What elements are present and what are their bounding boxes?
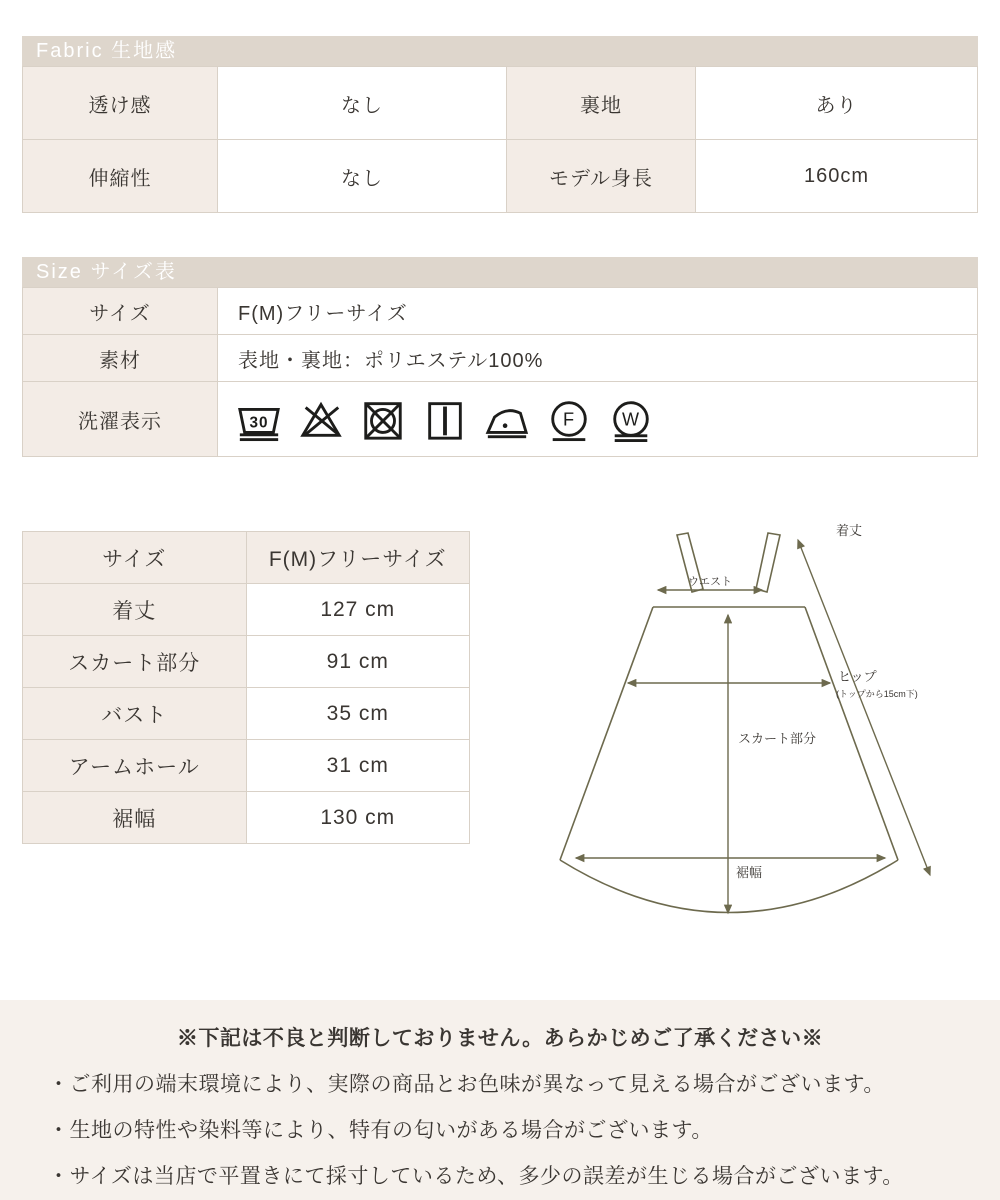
table-row bbox=[23, 288, 978, 335]
garment-diagram bbox=[540, 515, 980, 955]
size-value-wash bbox=[218, 382, 978, 457]
size-label-material: 素材 bbox=[23, 335, 218, 382]
table-row bbox=[23, 140, 978, 213]
size-section-heading: Size サイズ表 bbox=[22, 257, 978, 287]
measurement-label-skirt: スカート部分 bbox=[23, 636, 247, 688]
note-line-1: ・ご利用の端末環境により、実際の商品とお色味が異なって見える場合がございます。 bbox=[48, 1073, 885, 1096]
measurement-label-length: 着丈 bbox=[23, 584, 247, 636]
wash-icon-row bbox=[236, 396, 976, 442]
fabric-value-stretch: なし bbox=[218, 140, 507, 213]
measurement-label-bust: バスト bbox=[23, 688, 247, 740]
wash-tub-30-icon bbox=[236, 396, 282, 442]
fabric-section bbox=[22, 36, 978, 213]
no-bleach-icon bbox=[298, 396, 344, 442]
note-line-3: ・サイズは当店で平置きにて採寸しているため、多少の誤差が生じる場合がございます。 bbox=[48, 1165, 904, 1188]
waist-label: ウエスト bbox=[688, 576, 732, 588]
no-tumble-dry-icon bbox=[360, 396, 406, 442]
measurement-value-armhole: 31 cm bbox=[246, 740, 470, 792]
size-label-size: サイズ bbox=[23, 288, 218, 335]
measurement-header-label: サイズ bbox=[23, 532, 247, 584]
fabric-label-stretch: 伸縮性 bbox=[23, 140, 218, 213]
hip-note-label: (トップから15cm下) bbox=[836, 689, 918, 699]
notes-section bbox=[0, 1000, 1000, 1200]
wet-clean-w-icon bbox=[608, 396, 654, 442]
fabric-value-model-height: 160cm bbox=[696, 140, 978, 213]
notes-title: ※下記は不良と判断しておりません。あらかじめご了承ください※ bbox=[176, 1027, 824, 1050]
table-row bbox=[23, 688, 470, 740]
table-row bbox=[23, 382, 978, 457]
size-section bbox=[22, 257, 978, 457]
fabric-label-sheerness: 透け感 bbox=[23, 67, 218, 140]
measurement-value-length: 127 cm bbox=[246, 584, 470, 636]
measurement-header-value: F(M)フリーサイズ bbox=[246, 532, 470, 584]
length-dimension bbox=[798, 540, 930, 875]
fabric-section-heading: Fabric 生地感 bbox=[22, 36, 978, 66]
garment-diagram-svg bbox=[540, 515, 980, 955]
fabric-table bbox=[22, 66, 978, 213]
skirt-label: スカート部分 bbox=[738, 731, 817, 746]
measurement-label-armhole: アームホール bbox=[23, 740, 247, 792]
length-label: 着丈 bbox=[836, 523, 863, 538]
size-table bbox=[22, 287, 978, 457]
fabric-value-lining: あり bbox=[696, 67, 978, 140]
table-row bbox=[23, 67, 978, 140]
table-row bbox=[23, 740, 470, 792]
size-value-size: F(M)フリーサイズ bbox=[218, 288, 978, 335]
note-line-2: ・生地の特性や染料等により、特有の匂いがある場合がございます。 bbox=[48, 1119, 713, 1142]
fabric-value-sheerness: なし bbox=[218, 67, 507, 140]
fabric-label-lining: 裏地 bbox=[507, 67, 696, 140]
table-row bbox=[23, 636, 470, 688]
wet-clean-letter: W bbox=[621, 409, 641, 430]
fabric-label-model-height: モデル身長 bbox=[507, 140, 696, 213]
measurement-table bbox=[22, 531, 470, 844]
measurement-label-hem: 裾幅 bbox=[23, 792, 247, 844]
size-label-wash: 洗濯表示 bbox=[23, 382, 218, 457]
measurement-value-bust: 35 cm bbox=[246, 688, 470, 740]
hip-label: ヒップ bbox=[838, 669, 877, 684]
table-row bbox=[23, 792, 470, 844]
dry-clean-f-icon bbox=[546, 396, 592, 442]
table-row bbox=[23, 584, 470, 636]
line-dry-icon bbox=[422, 396, 468, 442]
dry-clean-letter: F bbox=[562, 409, 576, 430]
table-row bbox=[23, 532, 470, 584]
table-row bbox=[23, 335, 978, 382]
iron-low-icon bbox=[484, 396, 530, 442]
hem-label: 裾幅 bbox=[736, 865, 763, 880]
wash-temp-text: 30 bbox=[249, 414, 269, 432]
size-value-material: 表地・裏地：ポリエステル100% bbox=[218, 335, 978, 382]
measurement-value-hem: 130 cm bbox=[246, 792, 470, 844]
measurement-section bbox=[22, 531, 470, 844]
measurement-value-skirt: 91 cm bbox=[246, 636, 470, 688]
